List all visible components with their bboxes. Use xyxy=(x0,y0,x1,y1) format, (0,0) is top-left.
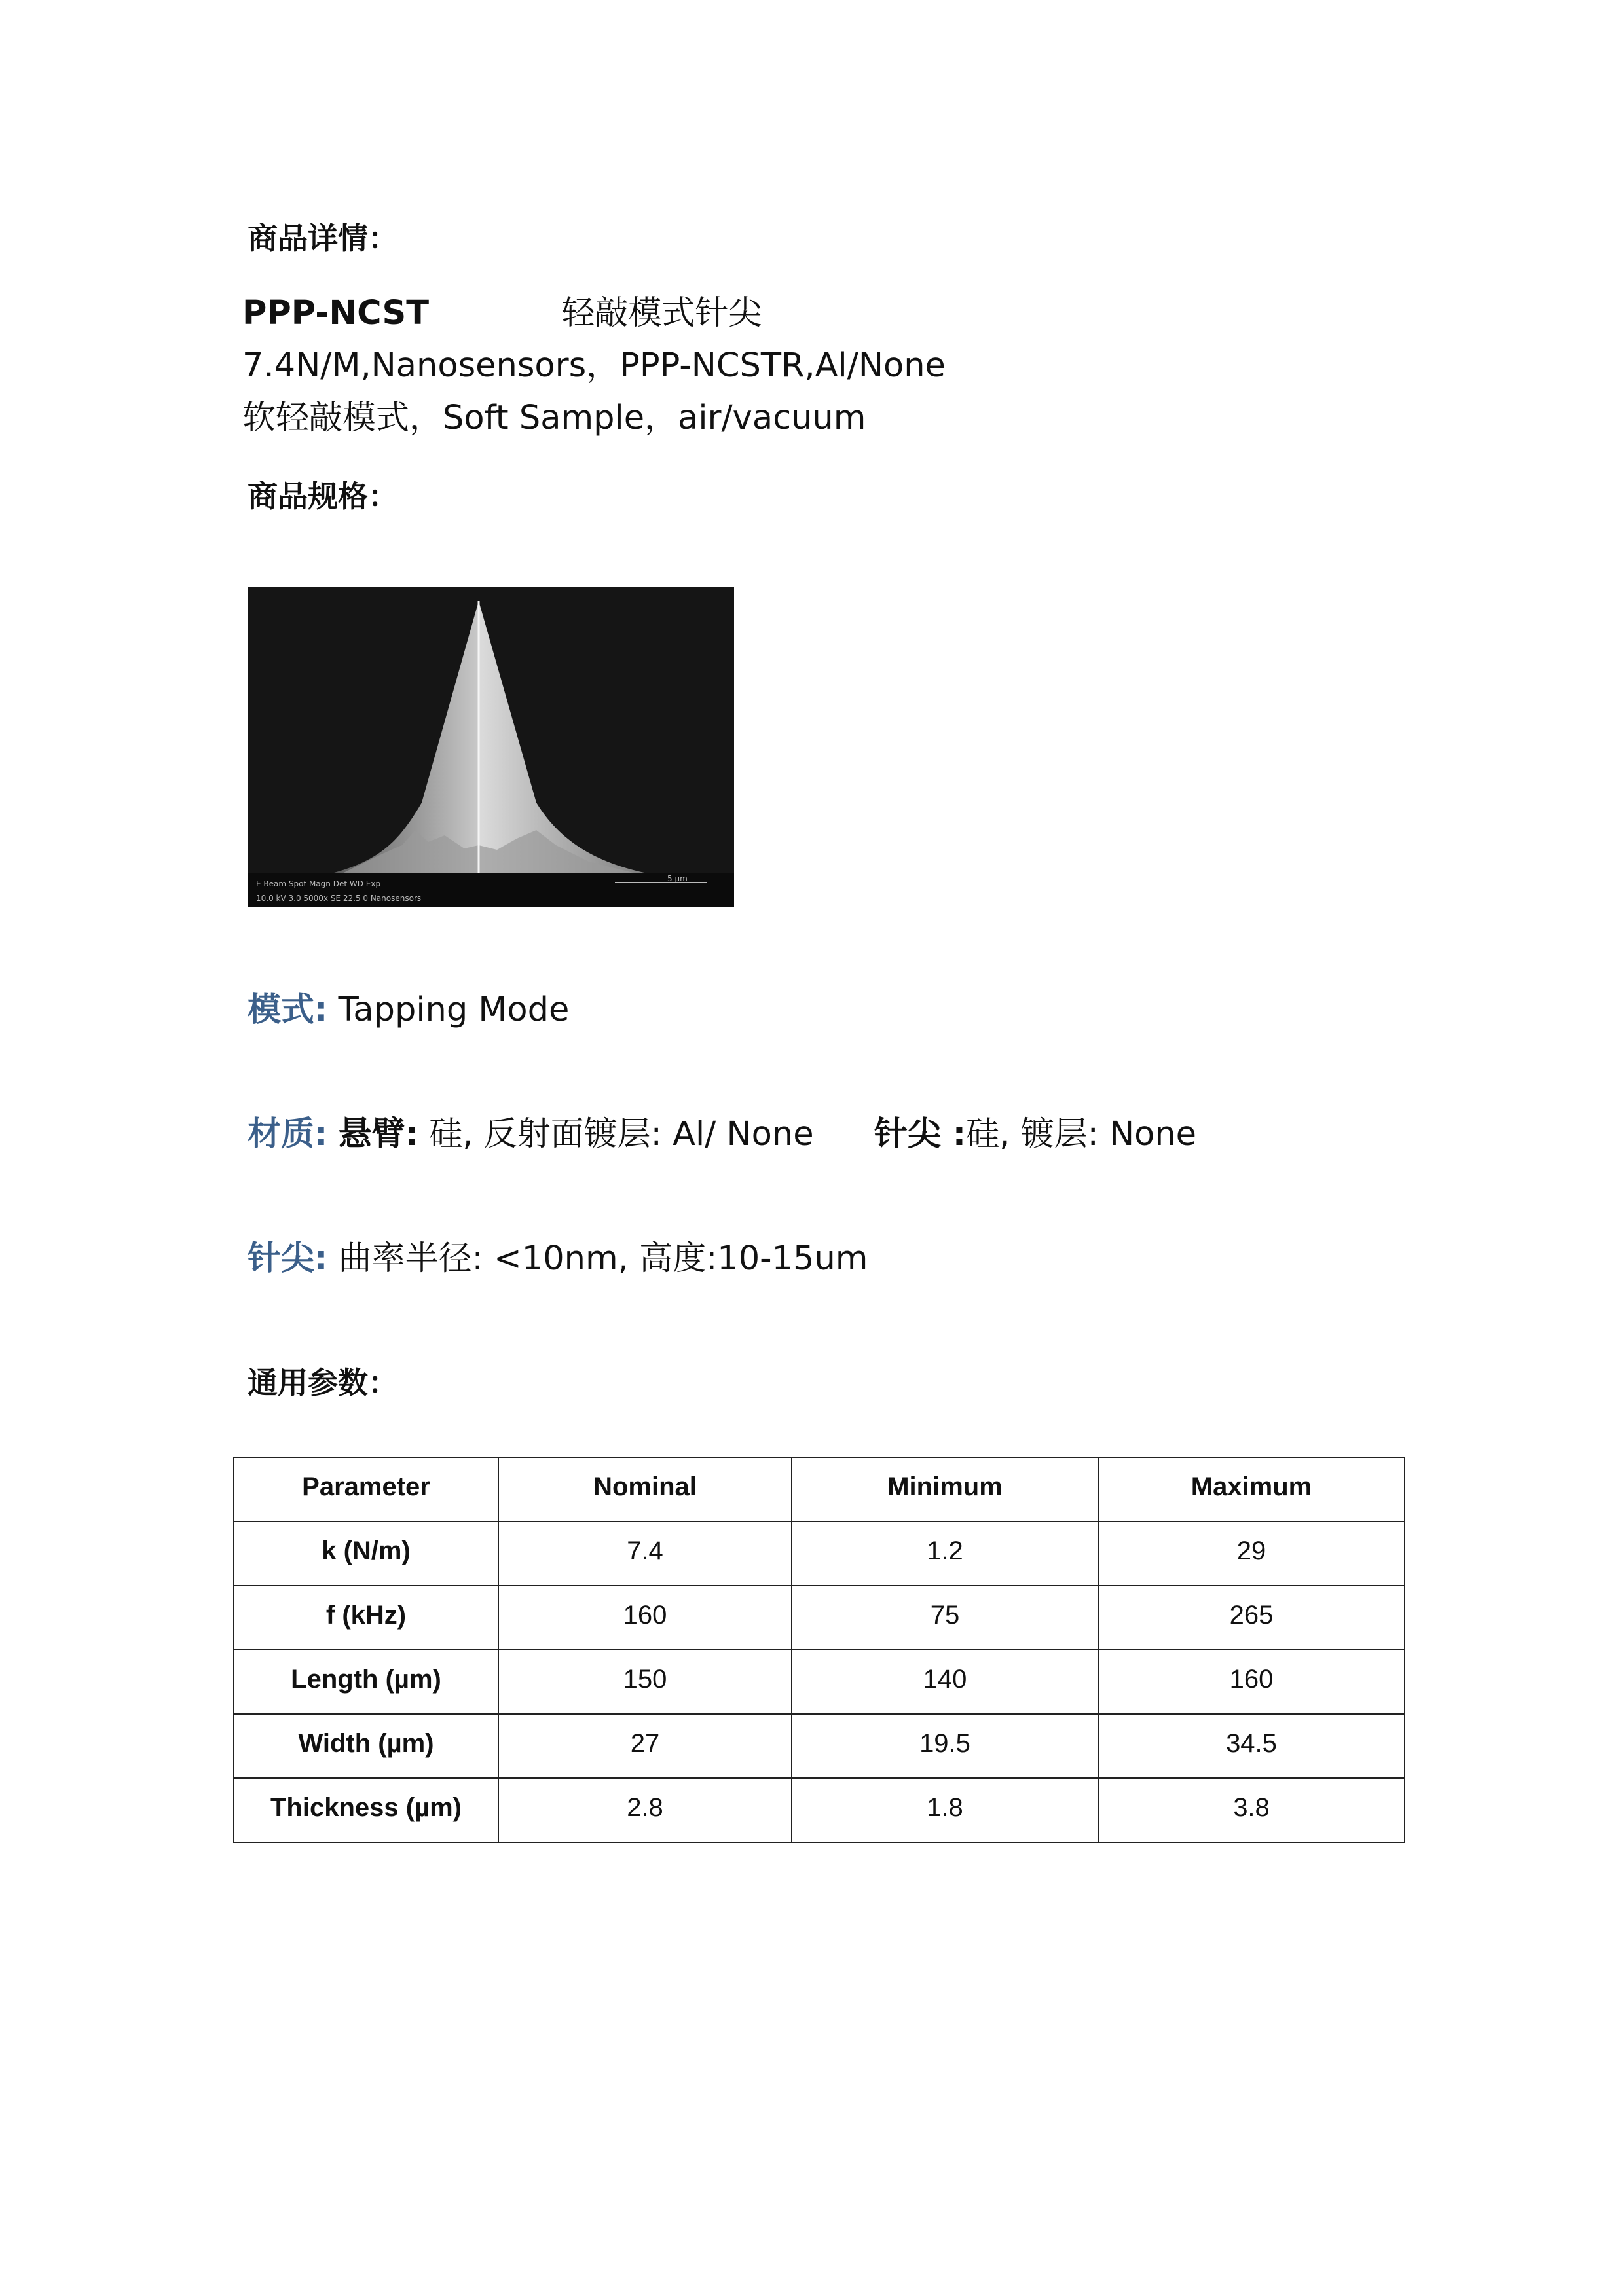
table-cell: 140 xyxy=(792,1650,1098,1714)
column-header: Maximum xyxy=(1098,1457,1405,1522)
sem-info-header: E Beam Spot Magn Det WD Exp xyxy=(256,879,381,888)
mode-value: Tapping Mode xyxy=(338,991,570,1029)
table-cell: 265 xyxy=(1098,1586,1405,1650)
tip-value: 曲率半径: <10nm, 高度:10-15um xyxy=(338,1239,868,1278)
table-row xyxy=(234,1586,1405,1650)
table-cell: 160 xyxy=(498,1586,792,1650)
sem-tip-image xyxy=(248,587,734,907)
table-cell: 3.8 xyxy=(1098,1778,1405,1842)
material-line xyxy=(248,1106,1196,1155)
row-label: Width (µm) xyxy=(234,1714,498,1778)
tip-label: 针尖: xyxy=(248,1239,328,1278)
material-label: 材质: xyxy=(248,1115,328,1154)
product-title-line xyxy=(242,285,762,334)
heading-specifications: 商品规格： xyxy=(248,479,398,514)
table-header-row xyxy=(234,1457,1405,1522)
table-row xyxy=(234,1714,1405,1778)
table-row xyxy=(234,1522,1405,1586)
column-header: Parameter xyxy=(234,1457,498,1522)
table-cell: 2.8 xyxy=(498,1778,792,1842)
cantilever-value: 硅, 反射面镀层: Al/ None xyxy=(429,1115,814,1154)
table-cell: 1.2 xyxy=(792,1522,1098,1586)
table-cell: 150 xyxy=(498,1650,792,1714)
row-label: Thickness (µm) xyxy=(234,1778,498,1842)
table-cell: 29 xyxy=(1098,1522,1405,1586)
tip-line xyxy=(248,1231,868,1279)
mode-label: 模式: xyxy=(248,991,328,1029)
row-label: Length (µm) xyxy=(234,1650,498,1714)
table-cell: 27 xyxy=(498,1714,792,1778)
table-cell: 75 xyxy=(792,1586,1098,1650)
table-row xyxy=(234,1778,1405,1842)
product-usage-line: 软轻敲模式，Soft Sample，air/vacuum xyxy=(242,399,866,437)
column-header: Nominal xyxy=(498,1457,792,1522)
sem-scale-label: 5 µm xyxy=(667,874,688,883)
cantilever-label: 悬臂: xyxy=(338,1115,419,1154)
sem-info-values: 10.0 kV 3.0 5000x SE 22.5 0 Nanosensors xyxy=(256,894,422,903)
product-spec-line: 7.4N/M,Nanosensors，PPP-NCSTR,Al/None xyxy=(242,346,946,385)
column-header: Minimum xyxy=(792,1457,1098,1522)
heading-general-parameters: 通用参数： xyxy=(248,1365,398,1400)
row-label: k (N/m) xyxy=(234,1522,498,1586)
table-cell: 34.5 xyxy=(1098,1714,1405,1778)
mode-line xyxy=(248,982,569,1030)
heading-product-details: 商品详情： xyxy=(248,221,398,256)
tip-material-value: 硅, 镀层: None xyxy=(966,1115,1197,1154)
tip-material-label: 针尖 : xyxy=(874,1115,967,1154)
table-row xyxy=(234,1650,1405,1714)
row-label: f (kHz) xyxy=(234,1586,498,1650)
table-cell: 1.8 xyxy=(792,1778,1098,1842)
product-description: 轻敲模式针尖 xyxy=(561,294,762,333)
table-cell: 19.5 xyxy=(792,1714,1098,1778)
product-code: PPP-NCST xyxy=(242,294,429,333)
parameters-table xyxy=(233,1457,1405,1843)
table-cell: 7.4 xyxy=(498,1522,792,1586)
table-cell: 160 xyxy=(1098,1650,1405,1714)
